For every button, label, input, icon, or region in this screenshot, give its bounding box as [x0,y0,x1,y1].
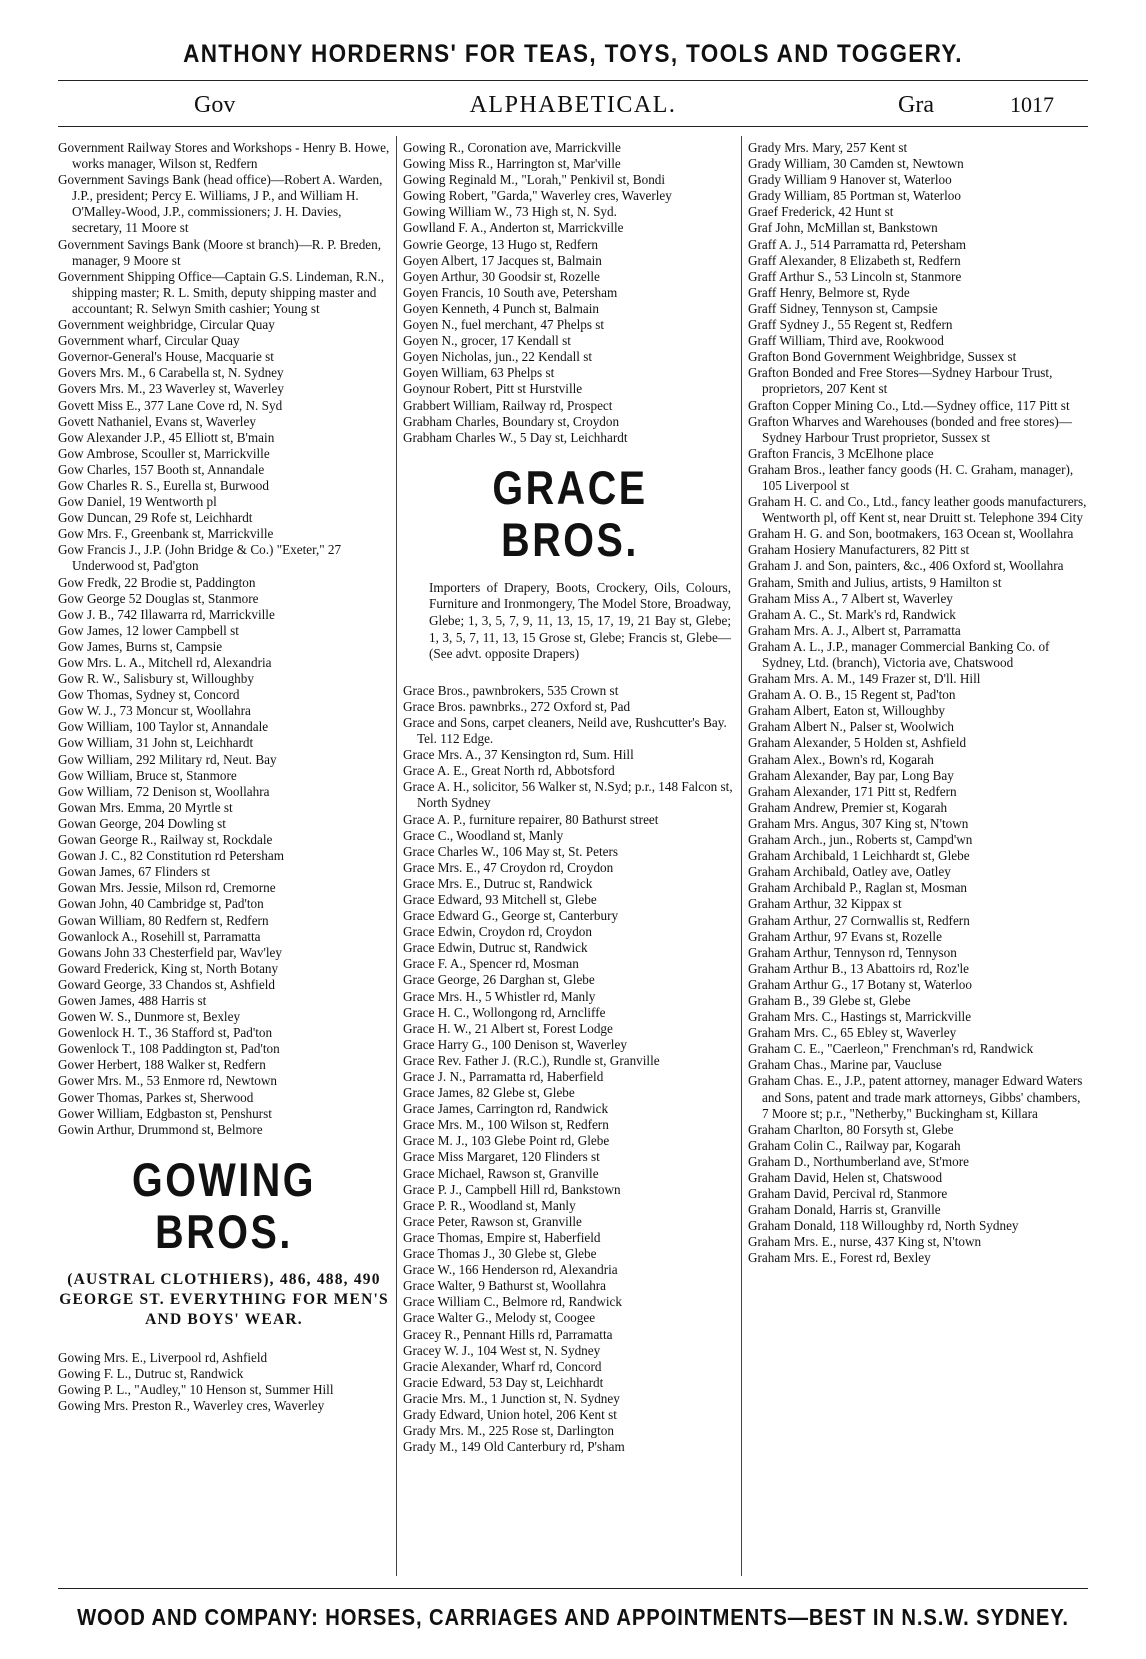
header-rule-bottom [58,126,1088,127]
directory-entry: Graham Mrs. E., Forest rd, Bexley [748,1250,931,1266]
directory-entry: Gowenlock T., 108 Paddington st, Pad'ton [58,1041,280,1057]
directory-entry: Gowen James, 488 Harris st [58,992,207,1008]
advert-title: GOWING BROS. [131,1152,316,1258]
directory-entry: Grady William, 85 Portman st, Waterloo [748,188,961,204]
directory-entry: Graham Mrs. E., nurse, 437 King st, N'town [748,1234,982,1250]
directory-entry: Grace J. N., Parramatta rd, Haberfield [403,1069,604,1084]
directory-entry: Grace Rev. Father J. (R.C.), Rundle st, Granville [403,1052,660,1068]
directory-entry: Grady William 9 Hanover st, Waterloo [748,172,952,188]
directory-entry: Grace Mrs. H., 5 Whistler rd, Manly [403,988,596,1004]
directory-entry: Graham A. O. B., 15 Regent st, Pad'ton [748,687,956,703]
entries-list-1 [58,140,390,1138]
directory-entry: Grace Mrs. M., 100 Wilson st, Redfern [403,1117,609,1133]
directory-entry: Goyen N., grocer, 17 Kendall st [403,333,571,349]
directory-entry: Graham Arthur, 27 Cornwallis st, Redfern [748,912,970,928]
directory-entry: Gowan John, 40 Cambridge st, Pad'ton [58,896,264,912]
directory-entry: Gowing R., Coronation ave, Marrickville [403,140,621,155]
directory-entry: Graff A. J., 514 Parramatta rd, Petersham [748,236,967,252]
directory-entry: Graham, Smith and Julius, artists, 9 Hamilton st [748,574,1002,590]
directory-entry: Grace H. C., Wollongong rd, Arncliffe [403,1004,606,1020]
directory-entry: Gow Charles R. S., Eurella st, Burwood [58,477,269,493]
directory-entry: Gow William, 100 Taylor st, Annandale [58,719,269,735]
bottom-banner: WOOD AND COMPANY: HORSES, CARRIAGES AND APPOINTMENTS—BEST IN N.S.W. SYDNEY. [77,1604,1069,1630]
directory-entry: Grace Mrs. E., 47 Croydon rd, Croydon [403,859,614,875]
directory-entry: Graff William, Third ave, Rookwood [748,333,944,349]
directory-entry: Gower William, Edgbaston st, Penshurst [58,1105,272,1121]
directory-entry: Goynour Robert, Pitt st Hurstville [403,381,583,397]
advert-body: Importers of Drapery, Boots, Crockery, Oils, Colours, Furniture and Ironmongery, The Model Store, Broadway, Glebe; 1, 3, 5, 7, 9, 11, 13, 15, 17, 19, 21 Bay st, Glebe; 1, 3, 5, 7, 11, 13, 15 Grose st, Glebe; Francis st, Glebe—(See advt. opposite Drapers) [429,579,731,662]
directory-entry: Graham B., 39 Glebe st, Glebe [748,992,911,1008]
directory-entry: Gow William, 292 Military rd, Neut. Bay [58,751,277,767]
directory-entry: Gow James, 12 lower Campbell st [58,622,239,638]
directory-entry: Grace Mrs. E., Dutruc st, Randwick [403,875,593,891]
directory-entry: Graham H. G. and Son, bootmakers, 163 Ocean st, Woollahra [748,526,1074,542]
directory-entry: Graff Sydney J., 55 Regent st, Redfern [748,317,953,333]
directory-entry: Grace P. J., Campbell Hill rd, Bankstown [403,1181,621,1197]
directory-entry: Graham Mrs. A. J., Albert st, Parramatta [748,622,961,638]
directory-entry: Graham Arthur G., 17 Botany st, Waterloo [748,976,972,992]
directory-entry: Gower Mrs. M., 53 Enmore rd, Newtown [58,1073,278,1089]
grace-bros-advert [403,462,737,663]
directory-entry: Grace Michael, Rawson st, Granville [403,1165,599,1181]
directory-entry: Grace P. R., Woodland st, Manly [403,1197,576,1213]
directory-entry: Graff Arthur S., 53 Lincoln st, Stanmore [748,268,962,284]
directory-entry: Gow Fredk, 22 Brodie st, Paddington [58,574,256,590]
directory-entry: Gower Thomas, Parkes st, Sherwood [58,1089,254,1105]
directory-entry: Graff Alexander, 8 Elizabeth st, Redfern [748,252,961,268]
directory-entry: Graham Archibald, Oatley ave, Oatley [748,864,951,880]
directory-entry: Graham David, Percival rd, Stanmore [748,1186,948,1202]
directory-entry: Gowenlock H. T., 36 Stafford st, Pad'ton [58,1025,273,1041]
directory-entry: Grace and Sons, carpet cleaners, Neild ave, Rushcutter's Bay. Tel. 112 Edge. [403,714,727,747]
directory-entry: Goyen William, 63 Phelps st [403,365,555,381]
directory-entry: Gow Ambrose, Scouller st, Marrickville [58,445,270,461]
directory-entry: Gow Alexander J.P., 45 Elliott st, B'main [58,429,275,445]
directory-entry: Grace Miss Margaret, 120 Flinders st [403,1149,600,1165]
directory-entry: Gow J. B., 742 Illawarra rd, Marrickville [58,606,275,622]
entries-list-3 [748,140,1090,1267]
directory-entry: Grace A. H., solicitor, 56 Walker st, N.Syd; p.r., 148 Falcon st, North Sydney [403,779,733,811]
directory-entry: Graham A. L., J.P., manager Commercial Banking Co. of Sydney, Ltd. (branch), Victoria ave, Chatswood [748,638,1050,670]
directory-entry: Graham Colin C., Railway par, Kogarah [748,1137,961,1153]
directory-entry: Grace A. P., furniture repairer, 80 Bathurst street [403,811,659,827]
directory-entry: Graham J. and Son, painters, &c., 406 Oxford st, Woollahra [748,558,1064,574]
directory-entry: Graff Henry, Belmore st, Ryde [748,284,910,300]
directory-entry: Grace Walter G., Melody st, Coogee [403,1310,596,1326]
directory-entry: Gow Daniel, 19 Wentworth pl [58,494,217,510]
directory-entry: Grace A. E., Great North rd, Abbotsford [403,763,615,779]
directory-entry: Grace H. W., 21 Albert st, Forest Lodge [403,1020,613,1036]
directory-entry: Gracie Alexander, Wharf rd, Concord [403,1358,602,1374]
directory-entry: Graham A. C., St. Mark's rd, Randwick [748,606,956,622]
directory-entry: Govers Mrs. M., 6 Carabella st, N. Sydney [58,365,284,381]
directory-entry: Gower Herbert, 188 Walker st, Redfern [58,1057,266,1073]
gowing-bros-advert [58,1154,390,1330]
directory-entry: Govers Mrs. M., 23 Waverley st, Waverley [58,381,284,397]
directory-entry: Graham Alexander, Bay par, Long Bay [748,767,954,783]
directory-entry: Gowin Arthur, Drummond st, Belmore [58,1121,263,1137]
footer-rule [58,1588,1088,1589]
directory-entry: Goyen N., fuel merchant, 47 Phelps st [403,317,605,333]
directory-entry: Grafton Copper Mining Co., Ltd.—Sydney office, 117 Pitt st [748,397,1070,413]
directory-entry: Gowing Miss R., Harrington st, Mar'ville [403,156,621,172]
directory-entry: Grace Walter, 9 Bathurst st, Woollahra [403,1278,607,1294]
directory-entry: Grace James, Carrington rd, Randwick [403,1101,609,1117]
directory-entry: Graham Donald, 118 Willoughby rd, North Sydney [748,1218,1019,1234]
directory-entry: Gow R. W., Salisbury st, Willoughby [58,671,254,687]
directory-entry: Grace C., Woodland st, Manly [403,827,564,843]
directory-entry: Gracie Mrs. M., 1 Junction st, N. Sydney [403,1390,620,1406]
top-banner: ANTHONY HORDERNS' FOR TEAS, TOYS, TOOLS AND TOGGERY. [183,40,963,68]
advert-title: GRACE BROS. [492,460,648,566]
directory-entry: Graham Arch., jun., Roberts st, Campd'wn [748,832,973,848]
directory-entry: Grace Edward, 93 Mitchell st, Glebe [403,891,597,907]
directory-entry: Gow W. J., 73 Moncur st, Woollahra [58,703,251,719]
directory-entry: Grabbert William, Railway rd, Prospect [403,397,613,413]
running-head-center: ALPHABETICAL. [469,92,677,118]
directory-entry: Graham David, Helen st, Chatswood [748,1170,943,1185]
directory-entry: Graham Archibald, 1 Leichhardt st, Glebe [748,848,970,864]
directory-entry: Graham C. E., "Caerleon," Frenchman's rd, Randwick [748,1041,1034,1057]
directory-entry: Graham Miss A., 7 Albert st, Waverley [748,590,953,606]
directory-entry: Grace George, 26 Darghan st, Glebe [403,972,595,988]
directory-entry: Goyen Nicholas, jun., 22 Kendall st [403,349,592,365]
directory-entry: Gow Charles, 157 Booth st, Annandale [58,461,265,477]
directory-entry: Gracey W. J., 104 West st, N. Sydney [403,1342,601,1358]
directory-entry: Graham Bros., leather fancy goods (H. C. Graham, manager), 105 Liverpool st [748,461,1074,493]
directory-entry: Gow Mrs. L. A., Mitchell rd, Alexandria [58,655,272,670]
directory-entry: Gowan J. C., 82 Constitution rd Petersham [58,848,285,864]
directory-entry: Gowing Mrs. Preston R., Waverley cres, Waverley [58,1398,325,1414]
directory-entry: Gowans John 33 Chesterfield par, Wav'ley [58,944,282,960]
directory-entry: Graham D., Northumberland ave, St'more [748,1153,970,1169]
directory-entry: Goward George, 33 Chandos st, Ashfield [58,976,275,992]
directory-entry: Gowan Mrs. Jessie, Milson rd, Cremorne [58,880,276,896]
directory-entry: Graf John, McMillan st, Bankstown [748,220,938,236]
directory-entry: Graham Mrs. Angus, 307 King st, N'town [748,815,969,831]
directory-entry: Graham Mrs. A. M., 149 Frazer st, D'll. Hill [748,671,981,687]
directory-entry: Grady Edward, Union hotel, 206 Kent st [403,1406,617,1422]
directory-entry: Grace Mrs. A., 37 Kensington rd, Sum. Hill [403,747,634,763]
directory-entry: Gowen W. S., Dunmore st, Bexley [58,1009,241,1025]
directory-entry: Graham Mrs. C., 65 Ebley st, Waverley [748,1025,957,1041]
page-number: 1017 [1010,92,1054,117]
directory-entry: Grace James, 82 Glebe st, Glebe [403,1085,575,1101]
directory-entry: Government weighbridge, Circular Quay [58,317,275,333]
directory-entry: Grace Edward G., George st, Canterbury [403,908,619,924]
directory-entry: Gowing Reginald M., "Lorah," Penkivil st, Bondi [403,172,666,188]
directory-entry: Gowan George R., Railway st, Rockdale [58,832,273,848]
entries-list-1b [58,1350,390,1414]
directory-entry: Gowing P. L., "Audley," 10 Henson st, Summer Hill [58,1382,334,1397]
directory-entry: Gowing William W., 73 High st, N. Syd. [403,204,617,220]
directory-entry: Gowing F. L., Dutruc st, Randwick [58,1365,244,1381]
directory-entry: Grabham Charles, Boundary st, Croydon [403,413,620,429]
directory-entry: Grace M. J., 103 Glebe Point rd, Glebe [403,1133,610,1149]
directory-entry: Grace Harry G., 100 Denison st, Waverley [403,1036,627,1052]
directory-entry: Gow Thomas, Sydney st, Concord [58,687,240,703]
directory-entry: Grace Peter, Rawson st, Granville [403,1213,582,1229]
directory-entry: Graef Frederick, 42 Hunt st [748,204,894,220]
directory-entry: Governor-General's House, Macquarie st [58,349,274,365]
directory-entry: Govett Nathaniel, Evans st, Waverley [58,413,256,429]
directory-entry: Government Railway Stores and Workshops - Henry B. Howe, works manager, Wilson st, Redfern [58,140,390,172]
directory-entry: Graham H. C. and Co., Ltd., fancy leather goods manufacturers, Wentworth pl, off Kent st, near Druitt st. Telephone 394 City [748,494,1087,526]
directory-entry: Graham Albert N., Palser st, Woolwich [748,719,954,735]
directory-entry: Graham Albert, Eaton st, Willoughby [748,703,946,719]
directory-entry: Gowlland F. A., Anderton st, Marrickville [403,220,624,236]
directory-entry: Graham Arthur B., 13 Abattoirs rd, Roz'le [748,960,970,976]
directory-entry: Grady William, 30 Camden st, Newtown [748,156,964,172]
directory-entry: Graham Mrs. C., Hastings st, Marrickville [748,1009,972,1025]
directory-entry: Grady Mrs. Mary, 257 Kent st [748,140,908,155]
directory-entry: Gowing Mrs. E., Liverpool rd, Ashfield [58,1349,268,1365]
directory-entry: Grabham Charles W., 5 Day st, Leichhardt [403,429,628,445]
directory-entry: Graham Arthur, Tennyson rd, Tennyson [748,944,957,960]
directory-entry: Government wharf, Circular Quay [58,333,240,349]
directory-entry: Gow Mrs. F., Greenbank st, Marrickville [58,526,274,542]
directory-entry: Graham Chas. E., J.P., patent attorney, manager Edward Waters and Sons, patent and trade mark attorneys, Gibbs' chambers, 7 Moore st; p.r., "Netherby," Buckingham st, Killara [748,1073,1083,1121]
column-divider-1 [396,136,397,1576]
directory-entry: Graham Archibald P., Raglan st, Mosman [748,880,968,896]
directory-entry: Grace William C., Belmore rd, Randwick [403,1294,622,1310]
directory-entry: Government Savings Bank (Moore st branch)—R. P. Breden, manager, 9 Moore st [58,236,382,268]
directory-entry: Goyen Arthur, 30 Goodsir st, Rozelle [403,268,600,284]
directory-entry: Graham Alexander, 171 Pitt st, Redfern [748,783,957,799]
column-divider-2 [741,136,742,1576]
directory-entry: Gowan James, 67 Flinders st [58,864,211,880]
directory-entry: Graham Charlton, 80 Forsyth st, Glebe [748,1121,954,1137]
directory-column-3 [748,140,1090,1267]
entries-list-2 [403,140,737,446]
directory-entry: Grace Charles W., 106 May st, St. Peters [403,843,618,859]
directory-entry: Gowing Robert, "Garda," Waverley cres, Waverley [403,188,672,204]
directory-entry: Grafton Francis, 3 McElhone place [748,445,934,461]
directory-entry: Gracey R., Pennant Hills rd, Parramatta [403,1326,613,1342]
directory-entry: Gow George 52 Douglas st, Stanmore [58,590,259,606]
directory-entry: Graham Donald, Harris st, Granville [748,1202,941,1218]
directory-entry: Grace Edwin, Dutruc st, Randwick [403,940,588,956]
directory-entry: Graham Hosiery Manufacturers, 82 Pitt st [748,542,970,558]
directory-entry: Grafton Bonded and Free Stores—Sydney Harbour Trust, proprietors, 207 Kent st [748,365,1053,397]
directory-entry: Graham Chas., Marine par, Vaucluse [748,1057,942,1073]
directory-entry: Gowan Mrs. Emma, 20 Myrtle st [58,799,233,815]
directory-entry: Grace Bros. pawnbrks., 272 Oxford st, Pad [403,698,631,714]
directory-entry: Grace Thomas J., 30 Glebe st, Glebe [403,1246,597,1262]
header-rule-top [58,80,1088,81]
directory-entry: Grafton Bond Government Weighbridge, Sussex st [748,349,1017,365]
directory-entry: Goward Frederick, King st, North Botany [58,960,279,976]
directory-entry: Graham Andrew, Premier st, Kogarah [748,799,948,815]
directory-entry: Grace W., 166 Henderson rd, Alexandria [403,1262,618,1278]
directory-entry: Government Savings Bank (head office)—Robert A. Warden, J.P., president; Percy E. Williams, J P., and William H. O'Malley-Wood, J.P., commissioners; J. H. Davies, secretary, 11 Moore st [58,172,383,236]
directory-entry: Gow Duncan, 29 Rofe st, Leichhardt [58,510,253,526]
directory-entry: Grace F. A., Spencer rd, Mosman [403,956,579,972]
directory-entry: Graham Arthur, 97 Evans st, Rozelle [748,928,942,944]
directory-entry: Goyen Francis, 10 South ave, Petersham [403,284,618,300]
directory-entry: Graff Sidney, Tennyson st, Campsie [748,300,938,316]
running-head-left: Gov [194,92,236,118]
directory-entry: Gow Francis J., J.P. (John Bridge & Co.) "Exeter," 27 Underwood st, Pad'gton [58,542,342,574]
directory-entry: Grady Mrs. M., 225 Rose st, Darlington [403,1423,614,1439]
directory-entry: Graham Alexander, 5 Holden st, Ashfield [748,735,967,751]
directory-entry: Government Shipping Office—Captain G.S. Lindeman, R.N., shipping master; R. L. Smith, deputy shipping master and accountant; R. Selwyn Smith cashier; Young st [58,268,385,316]
advert-body: (AUSTRAL CLOTHIERS), 486, 488, 490 GEORGE ST. EVERYTHING FOR MEN'S AND BOYS' WEAR. [59,1270,389,1328]
directory-entry: Graham Alex., Bown's rd, Kogarah [748,751,934,767]
directory-entry: Gow William, 72 Denison st, Woollahra [58,783,270,799]
directory-entry: Grace Thomas, Empire st, Haberfield [403,1229,601,1245]
entries-list-2b [403,683,737,1456]
directory-entry: Goyen Albert, 17 Jacques st, Balmain [403,252,602,268]
directory-entry: Gowan George, 204 Dowling st [58,815,226,831]
directory-entry: Gow James, Burns st, Campsie [58,638,223,654]
directory-entry: Gow William, 31 John st, Leichhardt [58,735,254,751]
running-head-right: Gra [898,92,934,118]
directory-entry: Gowan William, 80 Redfern st, Redfern [58,912,269,928]
directory-entry: Goyen Kenneth, 4 Punch st, Balmain [403,300,599,316]
directory-entry: Govett Miss E., 377 Lane Cove rd, N. Syd [58,397,283,413]
directory-entry: Graham Arthur, 32 Kippax st [748,896,902,912]
directory-entry: Gow William, Bruce st, Stanmore [58,767,237,783]
directory-column-2 [403,140,737,1455]
directory-entry: Grace Bros., pawnbrokers, 535 Crown st [403,682,619,698]
directory-entry: Grafton Wharves and Warehouses (bonded and free stores)—Sydney Harbour Trust proprietor, Sussex st [748,413,1072,445]
directory-entry: Grace Edwin, Croydon rd, Croydon [403,924,592,940]
directory-entry: Gowrie George, 13 Hugo st, Redfern [403,236,598,252]
directory-entry: Gracie Edward, 53 Day st, Leichhardt [403,1374,604,1390]
directory-entry: Grady M., 149 Old Canterbury rd, P'sham [403,1439,625,1455]
directory-column-1 [58,140,390,1414]
directory-entry: Gowanlock A., Rosehill st, Parramatta [58,928,261,944]
